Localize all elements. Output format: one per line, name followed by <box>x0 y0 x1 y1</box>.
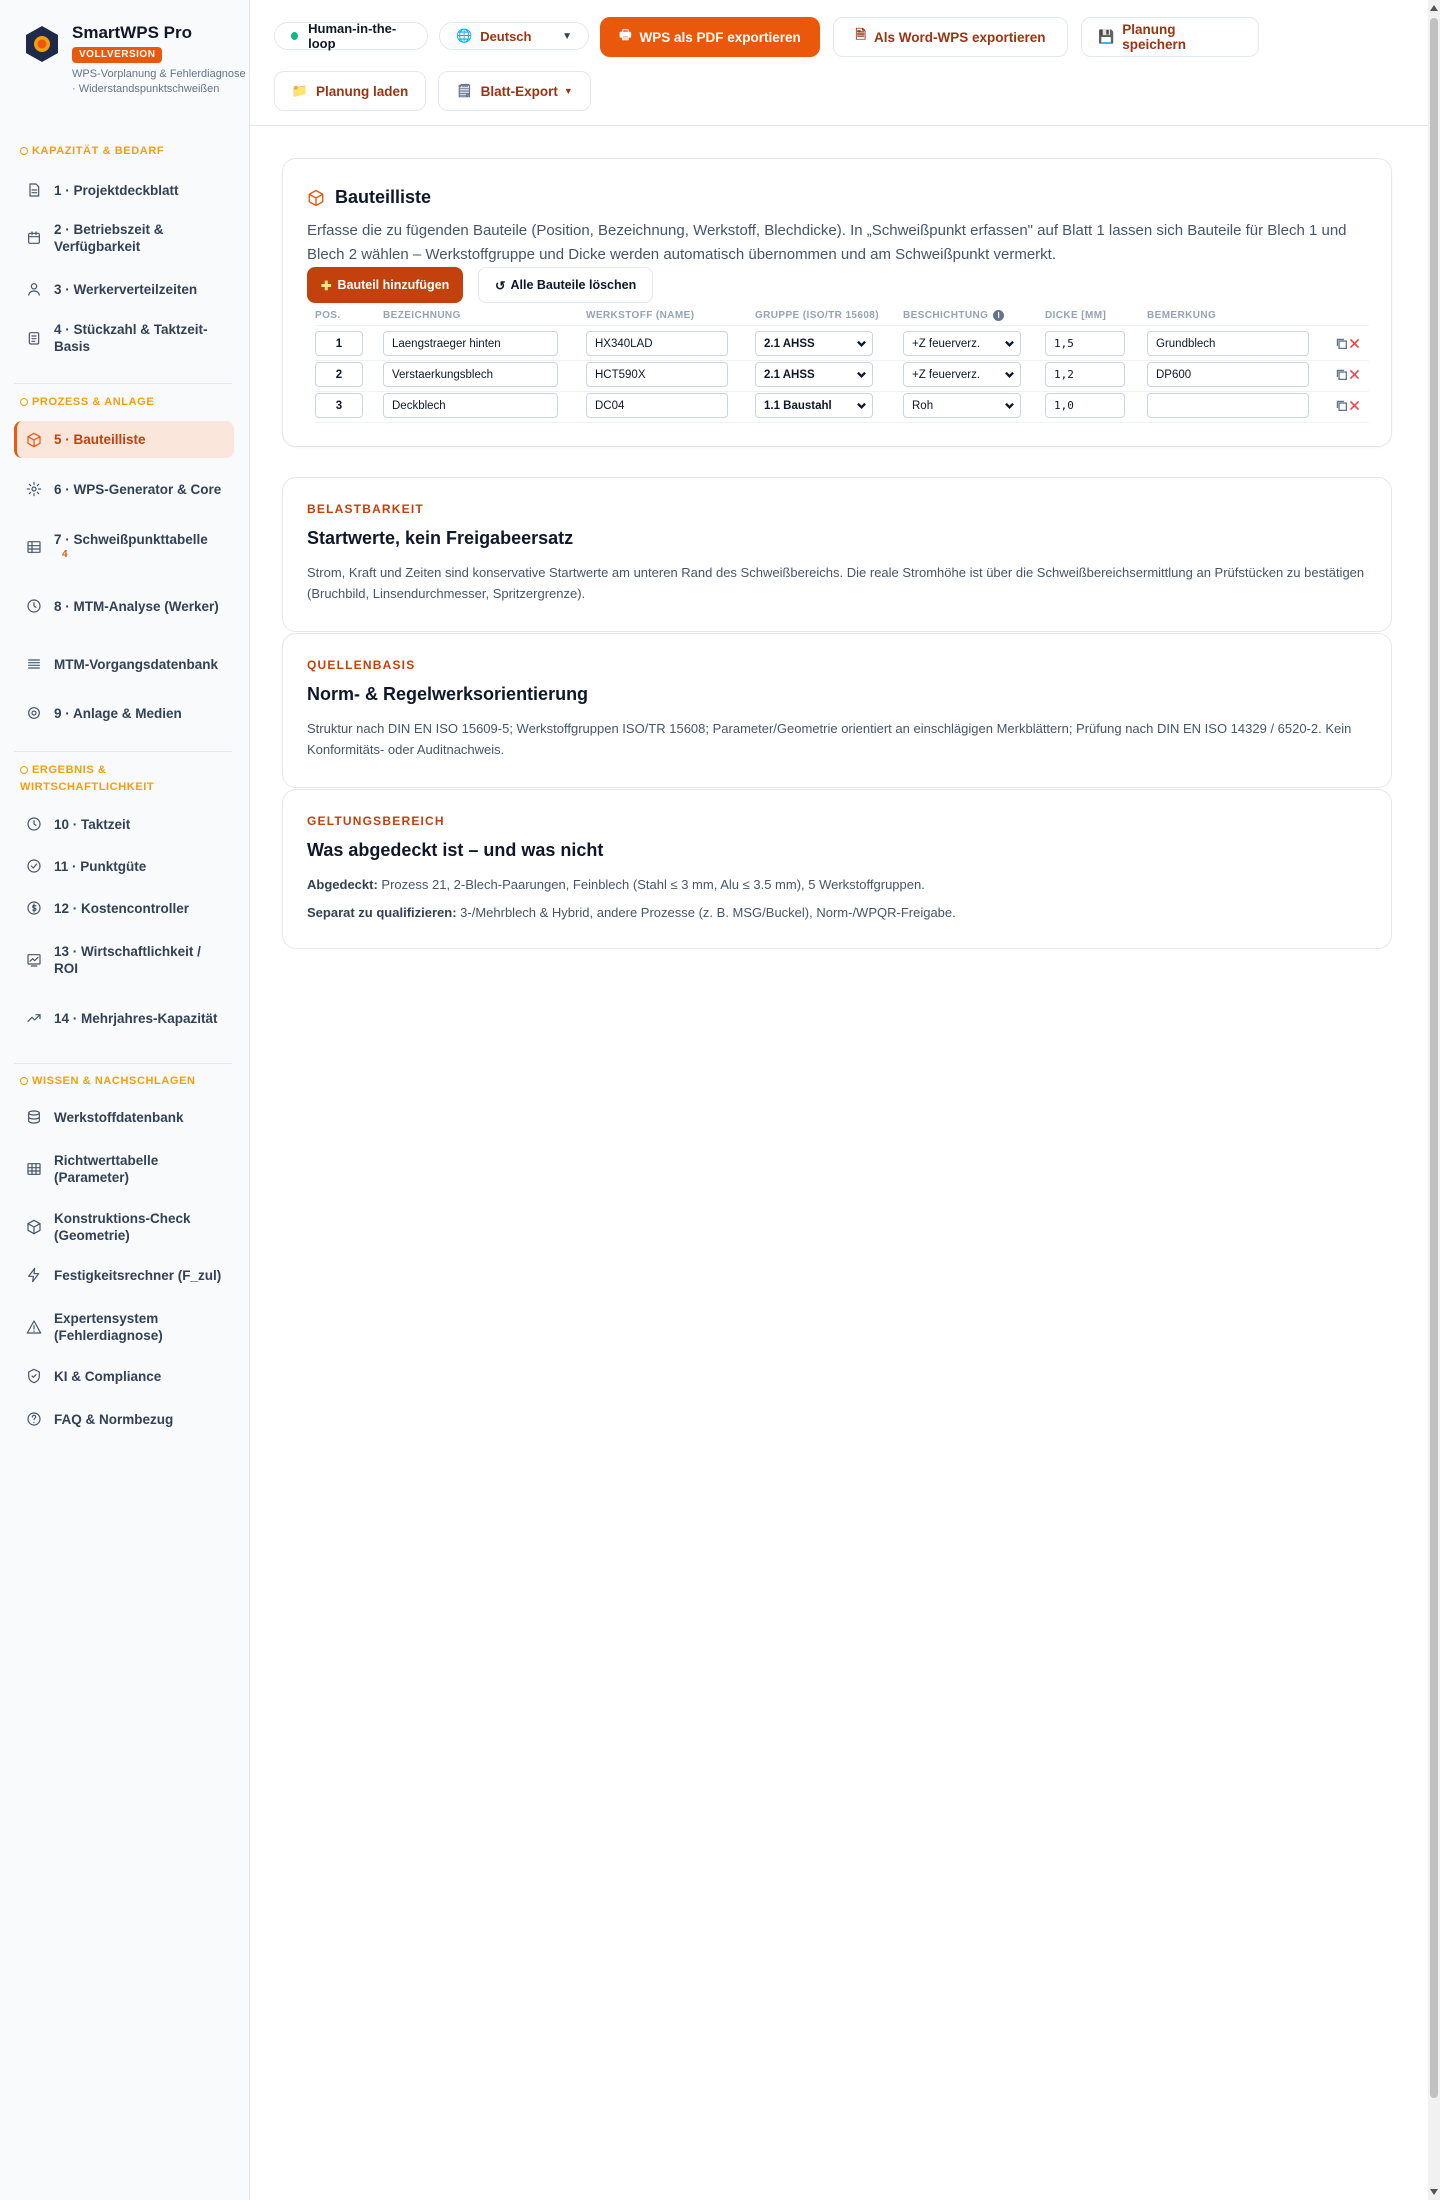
nav-mehrjahres-kapazitaet[interactable]: 14 · Mehrjahres-Kapazität <box>14 998 234 1038</box>
table-icon <box>26 539 42 555</box>
language-select[interactable]: 🌐 Deutsch ▼ <box>439 22 589 50</box>
delete-icon[interactable] <box>1348 368 1361 386</box>
card-title: Was abgedeckt ist – und was nicht <box>307 840 604 860</box>
document-icon: 🗎 <box>855 27 866 42</box>
nav-festigkeitsrechner[interactable]: Festigkeitsrechner (F_zul) <box>14 1260 234 1290</box>
nav-expertensystem[interactable]: Expertensystem (Fehlerdiagnose) <box>14 1307 234 1347</box>
cell-group-select[interactable]: 1.1 Baustahl <box>755 393 873 418</box>
section-knowledge: WISSEN & NACHSCHLAGEN <box>20 1073 235 1090</box>
printer-icon: 🖶 <box>619 27 632 42</box>
scroll-thumb[interactable] <box>1430 18 1438 2098</box>
trend-up-icon <box>26 1010 42 1026</box>
chevron-down-icon <box>857 401 866 410</box>
col-bezeichnung: BEZEICHNUNG <box>383 310 461 321</box>
cell-material[interactable]: HX340LAD <box>586 331 728 356</box>
calendar-icon <box>26 230 42 246</box>
nav-faq[interactable]: FAQ & Normbezug <box>14 1404 234 1434</box>
cell-thickness[interactable]: 1,0 <box>1045 393 1125 418</box>
nav-werkstoffdatenbank[interactable]: Werkstoffdatenbank <box>14 1102 234 1132</box>
sheet-icon: 🗒 <box>456 83 473 98</box>
divider <box>14 383 232 384</box>
nav-anlage-medien[interactable]: 9 · Anlage & Medien <box>14 698 234 728</box>
cell-remark[interactable]: DP600 <box>1147 362 1309 387</box>
export-pdf-button[interactable]: 🖶 WPS als PDF exportieren <box>600 17 820 57</box>
card-text: Abgedeckt: Prozess 21, 2-Blech-Paarungen, Feinblech (Stahl ≤ 3 mm, Alu ≤ 3.5 mm), 5 Werkstoffgruppen. Separat zu qualifizieren: 3-/Mehrblech & Hybrid, andere Prozesse (z. B. MSG/Buckel), Norm-/WPQR-Freigabe. <box>307 877 956 920</box>
scrollbar[interactable] <box>1428 0 1440 2200</box>
cell-material[interactable]: HCT590X <box>586 362 728 387</box>
app-title: SmartWPS Pro <box>72 23 192 42</box>
cell-coating-select[interactable]: +Z feuerverz. <box>903 331 1021 356</box>
nav-bauteilliste[interactable]: 5 · Bauteilliste <box>14 421 234 458</box>
cell-thickness[interactable]: 1,2 <box>1045 362 1125 387</box>
parts-card <box>282 158 1392 447</box>
scroll-down-icon[interactable] <box>1430 2189 1438 2195</box>
cell-pos[interactable]: 1 <box>315 331 363 356</box>
chevron-down-icon <box>1005 370 1014 379</box>
chart-icon <box>26 952 42 968</box>
warning-icon <box>26 1319 42 1335</box>
help-icon <box>26 1411 42 1427</box>
add-part-button[interactable]: ✚ Bauteil hinzufügen <box>307 267 463 303</box>
delete-icon[interactable] <box>1348 337 1361 355</box>
nav-mtm-datenbank[interactable]: MTM-Vorgangsdatenbank <box>14 644 234 684</box>
cell-pos[interactable]: 2 <box>315 362 363 387</box>
save-plan-button[interactable]: 💾 Planung speichern <box>1081 17 1259 57</box>
version-badge: VOLLVERSION <box>72 47 162 63</box>
grid-icon <box>26 1161 42 1177</box>
clock-icon <box>26 598 42 614</box>
status-dot <box>291 32 298 40</box>
export-word-button[interactable]: 🗎 Als Word-WPS exportieren <box>833 17 1068 57</box>
nav-mtm-analyse[interactable]: 8 · MTM-Analyse (Werker) <box>14 586 234 626</box>
list-icon <box>26 656 42 672</box>
nav-kostencontroller[interactable]: 12 · Kostencontroller <box>14 893 234 923</box>
card-kicker: QUELLENBASIS <box>307 658 416 672</box>
nav-ki-compliance[interactable]: KI & Compliance <box>14 1361 234 1391</box>
card-text: Struktur nach DIN EN ISO 15609-5; Werkstoffgruppen ISO/TR 15608; Parameter/Geometrie orientiert an einschlägigen Merkblättern; Prüfung nach DIN EN ISO 14329 / 6520-2. Kein Konformitäts- oder Auditnachweis. <box>307 721 1352 757</box>
section-capacity: KAPAZITÄT & BEDARF <box>20 143 235 160</box>
cell-name[interactable]: Deckblech <box>383 393 558 418</box>
nav-stueckzahl[interactable]: 4 · Stückzahl & Taktzeit-Basis <box>14 318 234 358</box>
sheet-export-dropdown[interactable]: 🗒 Blatt-Export ▼ <box>438 71 591 111</box>
refresh-icon: ↺ <box>495 278 506 293</box>
caret-down-icon: ▼ <box>563 86 573 96</box>
nav-werkerverteilzeiten[interactable]: 3 · Werkerverteilzeiten <box>14 274 234 304</box>
nav-projektdeckblatt[interactable]: 1 · Projektdeckblatt <box>14 175 234 205</box>
copy-icon[interactable] <box>1335 399 1348 417</box>
app-subtitle: WPS-Vorplanung & Fehlerdiagnose · Widerstandspunktschweißen <box>72 68 246 95</box>
chevron-down-icon <box>857 339 866 348</box>
nav-wps-generator[interactable]: 6 · WPS-Generator & Core <box>14 469 234 509</box>
nav-konstruktions-check[interactable]: Konstruktions-Check (Geometrie) <box>14 1207 234 1247</box>
folder-icon: 📁 <box>291 83 308 98</box>
parts-description: Erfasse die zu fügenden Bauteile (Position, Bezeichnung, Werkstoff, Blechdicke). In „Schweißpunkt erfassen" auf Blatt 1 lassen sich Bauteile für Blech 1 und Blech 2 wählen – Werkstoffgruppe und Dicke werden automatisch übernommen und am Schweißpunkt vermerkt. <box>307 222 1347 263</box>
logo-icon <box>22 24 62 64</box>
cog-icon <box>26 481 42 497</box>
card-title: Startwerte, kein Freigabeersatz <box>307 528 574 548</box>
hitl-indicator: Human-in-the-loop <box>274 22 428 50</box>
cell-thickness[interactable]: 1,5 <box>1045 331 1125 356</box>
info-card-geltungsbereich <box>282 789 1392 949</box>
load-plan-button[interactable]: 📁 Planung laden <box>274 71 426 111</box>
cube-icon <box>26 432 42 448</box>
cell-coating-select[interactable]: Roh <box>903 393 1021 418</box>
section-result: ERGEBNIS & WIRTSCHAFTLICHKEIT <box>20 764 155 793</box>
col-bemerkung: BEMERKUNG <box>1147 310 1217 321</box>
info-card-quellenbasis <box>282 633 1392 788</box>
parts-title: Bauteilliste <box>307 187 431 208</box>
cell-remark[interactable]: Grundblech <box>1147 331 1309 356</box>
card-title: Norm- & Regelwerksorientierung <box>307 684 589 704</box>
document-icon <box>26 182 42 198</box>
chevron-down-icon <box>857 370 866 379</box>
shield-icon <box>26 1368 42 1384</box>
cell-material[interactable]: DC04 <box>586 393 728 418</box>
nav-wirtschaftlichkeit[interactable]: 13 · Wirtschaftlichkeit / ROI <box>14 940 234 980</box>
divider <box>14 1063 232 1064</box>
cell-remark[interactable] <box>1147 393 1309 418</box>
bolt-icon <box>26 1267 42 1283</box>
info-icon[interactable]: I <box>993 310 1004 321</box>
delete-icon[interactable] <box>1348 399 1361 417</box>
sidebar <box>0 0 250 2200</box>
chevron-down-icon <box>1005 401 1014 410</box>
copy-icon[interactable] <box>1335 337 1348 355</box>
floppy-icon: 💾 <box>1098 29 1115 44</box>
dollar-icon <box>26 900 42 916</box>
nav-punktguete[interactable]: 11 · Punktgüte <box>14 851 234 881</box>
nav-taktzeit[interactable]: 10 · Taktzeit <box>14 809 234 839</box>
gear-icon <box>26 705 42 721</box>
plus-icon: ✚ <box>321 278 332 293</box>
database-icon <box>26 1109 42 1125</box>
clipboard-icon <box>26 330 42 346</box>
cell-name[interactable]: Verstaerkungsblech <box>383 362 558 387</box>
clock-icon <box>26 816 42 832</box>
card-text: Strom, Kraft und Zeiten sind konservative Startwerte am unteren Rand des Schweißbereichs. Die reale Stromhöhe ist über die Schweißbereichsermittlung an Prüfstücken zu bestätigen (Bruchbild, Linsendurchmesser, Spritzergrenze). <box>307 565 1365 601</box>
copy-icon[interactable] <box>1335 368 1348 386</box>
cell-pos[interactable]: 3 <box>315 393 363 418</box>
check-circle-icon <box>26 858 42 874</box>
cell-group-select[interactable]: 2.1 AHSS <box>755 362 873 387</box>
cell-group-select[interactable]: 2.1 AHSS <box>755 331 873 356</box>
chevron-down-icon: ▼ <box>562 30 572 42</box>
card-kicker: GELTUNGSBEREICH <box>307 814 445 828</box>
user-icon <box>26 281 42 297</box>
nav-schweisspunkttabelle[interactable]: 7 · Schweißpunkttabelle 4 <box>14 527 234 567</box>
cell-name[interactable]: Laengstraeger hinten <box>383 331 558 356</box>
col-werkstoff: WERKSTOFF (NAME) <box>586 310 695 321</box>
nav-richtwerttabelle[interactable]: Richtwerttabelle (Parameter) <box>14 1149 234 1189</box>
scroll-up-icon[interactable] <box>1430 5 1438 11</box>
col-dicke: DICKE [MM] <box>1045 310 1107 321</box>
cell-coating-select[interactable]: +Z feuerverz. <box>903 362 1021 387</box>
col-beschichtung: BESCHICHTUNG I <box>903 310 1004 321</box>
clear-parts-button[interactable]: ↺ Alle Bauteile löschen <box>478 267 653 303</box>
col-pos: POS. <box>315 310 341 321</box>
cube-icon <box>26 1219 42 1235</box>
divider <box>14 751 232 752</box>
chevron-down-icon <box>1005 339 1014 348</box>
top-toolbar <box>250 0 1440 126</box>
col-gruppe: GRUPPE (ISO/TR 15608) <box>755 310 879 321</box>
nav-badge: 4 <box>62 549 68 560</box>
cube-icon <box>307 189 325 207</box>
nav-betriebszeit[interactable]: 2 · Betriebszeit & Verfügbarkeit <box>14 218 234 258</box>
card-kicker: BELASTBARKEIT <box>307 502 424 516</box>
info-card-belastbarkeit <box>282 477 1392 632</box>
globe-icon: 🌐 <box>456 28 473 43</box>
section-process: PROZESS & ANLAGE <box>20 394 235 411</box>
